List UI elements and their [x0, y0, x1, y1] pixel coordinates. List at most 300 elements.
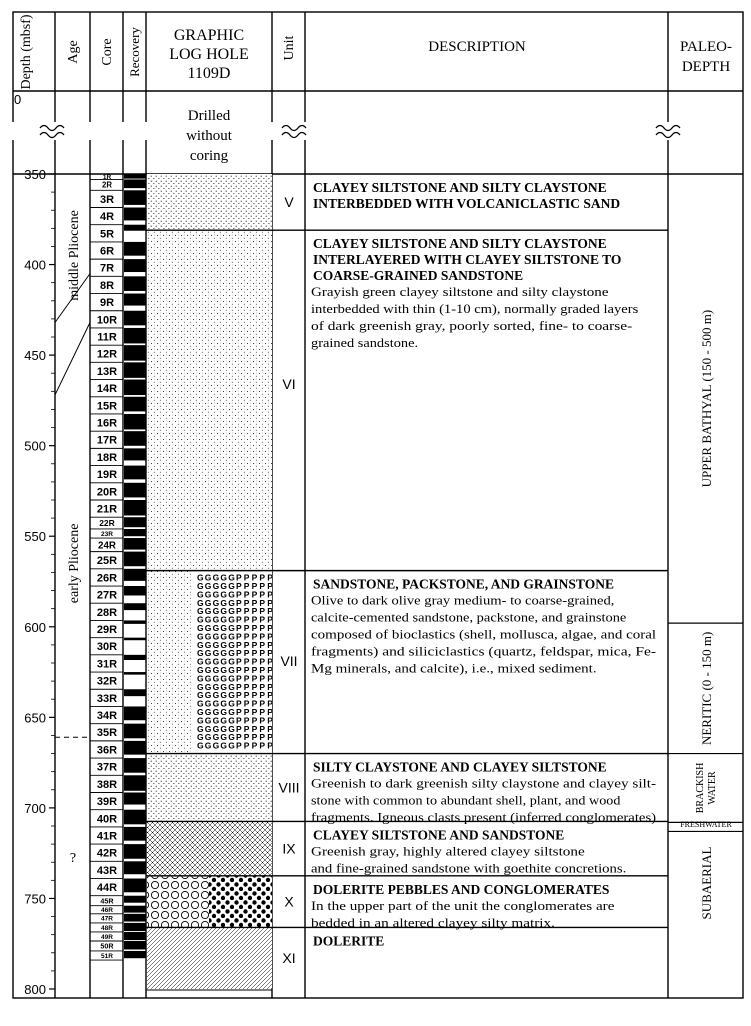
- lith-letter: G: [220, 614, 228, 625]
- recovery-bar: [124, 529, 146, 536]
- lith-letter: P: [267, 673, 273, 684]
- lith-letter: P: [236, 623, 242, 634]
- lith-letter: P: [243, 581, 250, 592]
- recovery-bar: [124, 792, 146, 804]
- graphic-log-header-line1: GRAPHIC: [173, 27, 245, 44]
- lith-letter: P: [259, 740, 266, 751]
- paleodepth-subaerial: SUBAERIAL: [699, 846, 714, 920]
- recovery-bar: [124, 552, 146, 567]
- lith-letter: P: [259, 614, 266, 625]
- lith-letter: G: [228, 665, 235, 676]
- lith-letter: P: [251, 673, 258, 684]
- lith-letter: P: [259, 631, 266, 642]
- lith-letter: G: [197, 698, 204, 709]
- lith-letter: P: [251, 665, 258, 676]
- core-label: 15R: [96, 400, 118, 413]
- unit-description-line: Grayish green clayey siltstone and silty claystone: [311, 284, 609, 300]
- core-label: 5R: [99, 228, 115, 241]
- lith-letter: G: [204, 715, 212, 726]
- lith-letter: P: [267, 723, 273, 734]
- recovery-bar: [124, 775, 146, 790]
- lith-letter: G: [220, 715, 228, 726]
- lith-letter: G: [228, 648, 235, 659]
- recovery-bar: [124, 923, 146, 931]
- core-label: 27R: [96, 589, 118, 602]
- unit-title-line: CLAYEY SILTSTONE AND SILTY CLAYSTONE: [313, 236, 607, 252]
- lith-letter: G: [220, 681, 228, 692]
- core-label: 49R: [101, 933, 113, 941]
- recovery-header: Recovery: [127, 27, 142, 77]
- unit-header: Unit: [282, 35, 297, 61]
- lith-letter: G: [204, 572, 212, 583]
- lith-letter: G: [220, 656, 228, 667]
- lith-letter: P: [243, 589, 250, 600]
- lith-letter: G: [204, 665, 212, 676]
- lith-letter: P: [251, 631, 258, 642]
- recovery-bar: [124, 569, 146, 581]
- recovery-column: [124, 174, 146, 958]
- recovery-bar: [124, 328, 146, 343]
- core-label: 39R: [96, 796, 118, 809]
- lith-letter: G: [204, 614, 212, 625]
- lith-letter: P: [236, 606, 242, 617]
- lith-letter: G: [197, 690, 204, 701]
- lith-letter: G: [212, 698, 220, 709]
- lith-letter: G: [228, 740, 235, 751]
- lith-letter: P: [236, 639, 242, 650]
- core-label: 1R: [102, 174, 112, 182]
- lith-letter: G: [212, 614, 220, 625]
- lith-letter: P: [251, 740, 258, 751]
- recovery-bar: [124, 861, 146, 874]
- drilled-note-line2: without: [186, 128, 232, 144]
- lith-letter: G: [197, 631, 204, 642]
- lith-letter: G: [220, 740, 228, 751]
- depth-tick-label: 700: [24, 800, 46, 816]
- lith-letter: G: [212, 597, 220, 608]
- recovery-bar: [124, 208, 146, 221]
- recovery-bar: [124, 758, 146, 773]
- lith-letter: P: [267, 572, 273, 583]
- age-header: Age: [66, 40, 81, 64]
- lith-letter: P: [259, 623, 266, 634]
- lith-letter: G: [197, 597, 204, 608]
- core-label: 51R: [101, 952, 113, 960]
- core-label: 9R: [99, 297, 115, 310]
- lith-letter: P: [251, 732, 258, 743]
- recovery-bar: [124, 620, 146, 623]
- recovery-bar: [124, 896, 146, 903]
- unit-description-line: In the upper part of the unit the conglomerates are: [311, 897, 615, 913]
- core-label: 31R: [96, 658, 118, 671]
- lith-letter: G: [204, 698, 212, 709]
- lith-letter: G: [220, 606, 228, 617]
- unit-description-line: Greenish gray, highly altered clayey siltstone: [311, 843, 585, 859]
- depth-axis: [24, 167, 55, 997]
- core-label: 44R: [96, 882, 118, 895]
- lith-letter: G: [212, 732, 220, 743]
- lith-letter: G: [220, 639, 228, 650]
- lith-letter: G: [197, 623, 204, 634]
- core-label: 3R: [99, 193, 115, 206]
- lith-letter: G: [220, 690, 228, 701]
- recovery-bar: [124, 294, 146, 306]
- lith-letter: P: [243, 623, 250, 634]
- lith-letter: G: [220, 572, 228, 583]
- lith-letter: P: [259, 606, 266, 617]
- lith-letter: G: [197, 589, 204, 600]
- lith-letter: P: [251, 690, 258, 701]
- lith-letter: P: [259, 648, 266, 659]
- lith-letter: G: [220, 623, 228, 634]
- lith-letter: P: [259, 572, 266, 583]
- paleodepth-column: [668, 310, 743, 920]
- lith-letter: P: [236, 715, 242, 726]
- recovery-bar: [124, 190, 146, 205]
- lith-letter: G: [197, 732, 204, 743]
- lith-letter: P: [251, 614, 258, 625]
- lith-letter: P: [243, 606, 250, 617]
- recovery-bar: [124, 500, 146, 515]
- core-label: 22R: [99, 518, 115, 529]
- lith-letter: G: [220, 723, 228, 734]
- core-label: 21R: [96, 503, 118, 516]
- recovery-bar: [124, 397, 146, 412]
- lith-letter: P: [267, 614, 273, 625]
- lith-letter: P: [243, 631, 250, 642]
- paleodepth-neritic: NERITIC (0 - 150 m): [699, 631, 714, 746]
- lith-letter: P: [236, 631, 242, 642]
- lith-letter: P: [267, 740, 273, 751]
- lith-letter: P: [259, 690, 266, 701]
- core-label: 13R: [96, 365, 118, 378]
- lith-letter: P: [267, 581, 273, 592]
- core-label: 30R: [96, 641, 118, 654]
- unit-roman-numeral: IX: [282, 840, 296, 857]
- lith-letter: G: [228, 631, 235, 642]
- lith-letter: P: [236, 690, 242, 701]
- unit-description-line: interbedded with thin (1-10 cm), normally graded layers: [311, 301, 639, 317]
- lith-letter: P: [236, 681, 242, 692]
- core-label: 29R: [96, 624, 118, 637]
- lith-letter: P: [267, 681, 273, 692]
- lith-letter: G: [228, 681, 235, 692]
- unit-title-line: SILTY CLAYSTONE AND CLAYEY SILTSTONE: [313, 759, 607, 775]
- recovery-bar: [124, 810, 146, 825]
- lith-letter: G: [204, 589, 212, 600]
- lith-letter: G: [228, 715, 235, 726]
- core-label: 38R: [96, 778, 118, 791]
- unit-description-line: Mg minerals, and calcite), i.e., mixed sediment.: [311, 660, 597, 676]
- lith-letter: P: [267, 623, 273, 634]
- age-label-middle-pliocene: middle Pliocene: [67, 210, 82, 301]
- lith-letter: P: [236, 572, 242, 583]
- recovery-bar: [124, 724, 146, 739]
- lith-letter: P: [236, 665, 242, 676]
- core-label: 17R: [96, 434, 118, 447]
- lith-letter: P: [236, 673, 242, 684]
- core-label: 10R: [96, 314, 118, 327]
- lith-letter: G: [228, 606, 235, 617]
- lith-letter: P: [243, 681, 250, 692]
- lith-letter: P: [267, 715, 273, 726]
- lith-letter: G: [228, 707, 235, 718]
- recovery-bar: [124, 932, 146, 940]
- lith-letter: G: [212, 639, 220, 650]
- unit-description-line: fragments) and siliciclastics (quartz, feldspar, mica, Fe-: [311, 643, 657, 659]
- recovery-bar: [124, 517, 146, 527]
- lith-letter: G: [204, 681, 212, 692]
- unit-roman-numeral: XI: [282, 950, 296, 967]
- core-label: 23R: [101, 530, 113, 538]
- unit-roman-numeral: VII: [280, 653, 298, 670]
- core-label: 40R: [96, 813, 118, 826]
- recovery-bar: [124, 741, 146, 755]
- recovery-bar: [124, 380, 146, 395]
- lith-letter: P: [259, 723, 266, 734]
- lith-letter: P: [259, 707, 266, 718]
- lith-letter: G: [204, 732, 212, 743]
- unit-roman-numeral: VI: [282, 376, 296, 393]
- unit-title-line: CLAYEY SILTSTONE AND SANDSTONE: [313, 827, 565, 843]
- lith-letter: P: [267, 606, 273, 617]
- lith-letter: G: [228, 656, 235, 667]
- lith-letter: G: [212, 581, 220, 592]
- lith-letter: G: [197, 656, 204, 667]
- lith-letter: G: [197, 707, 204, 718]
- recovery-bar: [124, 951, 146, 958]
- unit-title-line: INTERBEDDED WITH VOLCANICLASTIC SAND: [313, 196, 621, 211]
- lith-letter: P: [243, 665, 250, 676]
- lith-letter: P: [236, 698, 242, 709]
- depth-tick-label: 600: [24, 619, 46, 635]
- graphic-log-header-line2: LOG HOLE: [169, 46, 249, 63]
- recovery-bar: [124, 414, 146, 429]
- lith-letter: P: [267, 698, 273, 709]
- lith-letter: P: [259, 639, 266, 650]
- lith-letter: G: [197, 723, 204, 734]
- unit-title-line: CLAYEY SILTSTONE AND SILTY CLAYSTONE: [313, 180, 607, 195]
- lith-letter: G: [228, 623, 235, 634]
- unit-roman-numeral: X: [284, 893, 294, 910]
- lith-letter: G: [212, 656, 220, 667]
- depth-tick-label: 450: [24, 348, 46, 364]
- core-label: 4R: [99, 211, 115, 224]
- lith-letter: G: [197, 648, 204, 659]
- recovery-bar: [124, 879, 146, 893]
- lith-pattern: [147, 927, 272, 989]
- core-label: 37R: [96, 761, 118, 774]
- lith-letter: G: [197, 673, 204, 684]
- core-label: 28R: [96, 606, 118, 619]
- lith-letter: G: [212, 572, 220, 583]
- core-label: 42R: [96, 847, 118, 860]
- core-label: 12R: [96, 348, 118, 361]
- lith-letter: G: [204, 631, 212, 642]
- unit-description-line: composed of bioclastics (shell, mollusca, algae, and coral: [311, 626, 657, 642]
- lith-letter: P: [267, 732, 273, 743]
- lith-letter: P: [236, 740, 242, 751]
- unit-title-line: DOLERITE PEBBLES AND CONGLOMERATES: [313, 881, 610, 897]
- core-label: 35R: [96, 727, 118, 740]
- lith-letter: G: [212, 648, 220, 659]
- lith-letter: G: [228, 572, 235, 583]
- recovery-bar: [124, 345, 146, 360]
- recovery-bar: [124, 941, 146, 949]
- recovery-bar: [124, 466, 146, 480]
- lith-letter: P: [251, 581, 258, 592]
- recovery-bar: [124, 276, 146, 291]
- lith-letter: P: [236, 707, 242, 718]
- core-label: 18R: [96, 451, 118, 464]
- lith-letter: G: [204, 656, 212, 667]
- lith-letter: P: [251, 606, 258, 617]
- lith-letter: G: [220, 631, 228, 642]
- unit-description-line: and fine-grained sandstone with goethite concretions.: [311, 860, 627, 876]
- paleodepth-brackish-line1: BRACKISH: [695, 762, 706, 814]
- lith-pattern-conglomerate: [209, 876, 272, 928]
- lith-letter: G: [197, 606, 204, 617]
- core-label: 8R: [99, 279, 115, 292]
- recovery-bar: [124, 844, 146, 859]
- lith-letter: P: [259, 656, 266, 667]
- lith-letter: P: [236, 648, 242, 659]
- lith-letter: P: [267, 597, 273, 608]
- drilled-note-line1: Drilled: [187, 108, 231, 124]
- paleodepth-freshwater: FRESHWATER: [680, 819, 732, 829]
- core-label: 43R: [96, 864, 118, 877]
- recovery-bar: [124, 538, 146, 550]
- core-label: 45R: [100, 897, 114, 906]
- lith-letter: P: [267, 639, 273, 650]
- core-label: 11R: [97, 331, 117, 344]
- lith-letter: P: [251, 698, 258, 709]
- lith-letter: G: [212, 681, 220, 692]
- depth-tick-label: 750: [24, 891, 46, 907]
- recovery-bar: [124, 672, 146, 675]
- core-label: 14R: [96, 383, 118, 396]
- lith-letter: P: [251, 572, 258, 583]
- lith-letter: G: [204, 606, 212, 617]
- depth-gap-break: [13, 122, 742, 140]
- lith-letter: G: [220, 673, 228, 684]
- lith-letter: G: [204, 581, 212, 592]
- lith-letter: P: [251, 715, 258, 726]
- recovery-bar: [124, 586, 146, 595]
- lith-letter: P: [259, 681, 266, 692]
- recovery-bar: [124, 174, 146, 179]
- lith-letter: P: [236, 589, 242, 600]
- recovery-bar: [124, 689, 146, 696]
- lith-letter: P: [251, 723, 258, 734]
- depth-header: Depth (mbsf): [19, 14, 34, 90]
- paleodepth-header-line1: PALEO-: [680, 39, 732, 55]
- core-label: 19R: [96, 469, 118, 482]
- lith-letter: G: [228, 732, 235, 743]
- core-label: 7R: [99, 262, 115, 275]
- lith-letter: P: [259, 589, 266, 600]
- lith-pattern: [147, 754, 272, 822]
- lith-letter: G: [220, 707, 228, 718]
- lith-letter: G: [228, 581, 235, 592]
- paleodepth-brackish-line2: WATER: [707, 771, 718, 805]
- lith-letter: P: [267, 690, 273, 701]
- lith-letter: G: [197, 581, 204, 592]
- lith-letter: P: [259, 715, 266, 726]
- recovery-bar: [124, 225, 146, 231]
- lith-letter: P: [259, 673, 266, 684]
- lith-letter: P: [251, 656, 258, 667]
- lith-letter: G: [228, 589, 235, 600]
- core-label: 48R: [101, 924, 113, 932]
- depth-tick-label: 400: [24, 257, 46, 273]
- graphic-log-header-line3: 1109D: [187, 65, 231, 82]
- core-label: 47R: [101, 915, 113, 923]
- recovery-bar: [124, 655, 146, 660]
- lith-letter: P: [243, 707, 250, 718]
- lith-letter: P: [259, 698, 266, 709]
- lith-letter: G: [212, 589, 220, 600]
- lith-pattern: [147, 230, 272, 570]
- core-label: 2R: [102, 180, 112, 190]
- recovery-bar: [124, 906, 146, 913]
- core-label: 46R: [101, 907, 113, 915]
- lith-letter: P: [243, 656, 250, 667]
- unit-description-line: bedded in an altered clayey silty matrix.: [311, 914, 555, 930]
- unit-roman-numeral: VIII: [278, 779, 300, 796]
- recovery-bar: [124, 706, 146, 720]
- lith-letter: P: [243, 723, 250, 734]
- graphic-log-column: [146, 174, 273, 990]
- lith-letter: P: [243, 698, 250, 709]
- core-label: 26R: [96, 572, 118, 585]
- paleodepth-header-line2: DEPTH: [681, 59, 731, 75]
- depth-zero-label: 0: [14, 92, 22, 107]
- recovery-bar: [124, 431, 146, 446]
- recovery-bar: [124, 483, 146, 498]
- core-label: 6R: [99, 245, 115, 258]
- core-label: 16R: [96, 417, 118, 430]
- lith-letter: P: [267, 656, 273, 667]
- core-label: 41R: [96, 830, 118, 843]
- unit-description-line: grained sandstone.: [311, 335, 419, 351]
- recovery-bar: [124, 914, 146, 922]
- lith-letter: G: [204, 740, 212, 751]
- lith-letter: G: [204, 639, 212, 650]
- lith-letter: G: [212, 631, 220, 642]
- lith-letter: P: [251, 681, 258, 692]
- core-label: 24R: [98, 540, 116, 552]
- recovery-bar: [124, 603, 146, 610]
- unit-title-line: INTERLAYERED WITH CLAYEY SILTSTONE TO: [313, 252, 622, 268]
- lith-letter: G: [220, 648, 228, 659]
- lith-letter: G: [197, 665, 204, 676]
- lith-letter: G: [228, 673, 235, 684]
- lith-letter: P: [267, 665, 273, 676]
- core-label: 33R: [96, 692, 118, 705]
- lith-letter: P: [251, 589, 258, 600]
- lith-letter: P: [236, 656, 242, 667]
- lith-letter: G: [220, 581, 228, 592]
- lith-letter: G: [220, 589, 228, 600]
- lith-letter: P: [243, 740, 250, 751]
- drilled-note-line3: coring: [189, 148, 229, 164]
- lith-letter: G: [204, 648, 212, 659]
- lith-letter: P: [259, 597, 266, 608]
- recovery-bar: [124, 362, 146, 377]
- unit-description-line: fragments. Igneous clasts present (inferred conglomerates): [311, 809, 657, 825]
- lith-letter: P: [259, 665, 266, 676]
